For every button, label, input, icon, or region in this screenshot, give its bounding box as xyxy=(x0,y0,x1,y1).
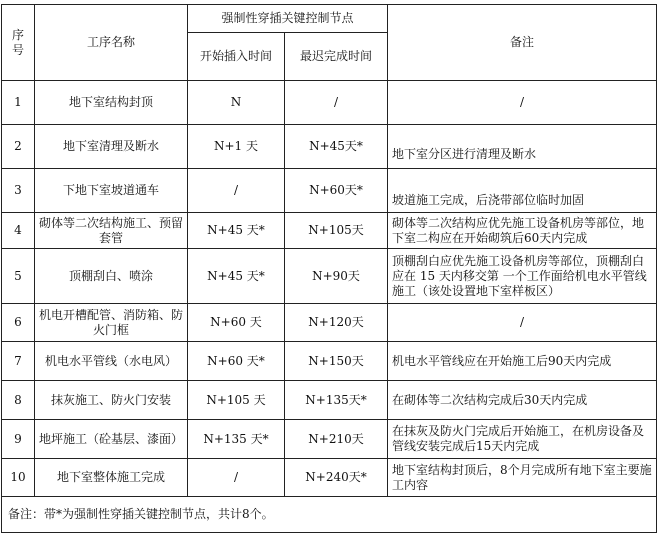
table-row xyxy=(2,459,657,497)
row-start: N+1 天 xyxy=(188,125,285,169)
row-process: 地下室结构封顶 xyxy=(35,81,188,125)
footnote: 备注：带*为强制性穿插关键控制节点，共计8个。 xyxy=(2,497,657,533)
row-process: 地下室整体施工完成 xyxy=(35,459,188,497)
row-remark: 砌体等二次结构应优先施工设备机房等部位，地下室二构应在开始砌筑后60天内完成 xyxy=(388,213,657,249)
row-end: N+210天 xyxy=(285,420,388,459)
row-no: 9 xyxy=(2,420,35,459)
row-no: 4 xyxy=(2,213,35,249)
row-end: N+60天* xyxy=(285,169,388,213)
row-process: 机电开槽配管、消防箱、防火门框 xyxy=(35,304,188,342)
row-end: N+240天* xyxy=(285,459,388,497)
row-process: 机电水平管线（水电风） xyxy=(35,342,188,381)
table-row xyxy=(2,169,657,213)
row-remark: / xyxy=(388,81,657,125)
row-no: 10 xyxy=(2,459,35,497)
header-row-1 xyxy=(2,5,657,33)
table-row xyxy=(2,342,657,381)
table-row xyxy=(2,420,657,459)
row-end: N+150天 xyxy=(285,342,388,381)
footnote-row xyxy=(2,497,657,533)
header-remark: 备注 xyxy=(388,5,657,81)
row-start: N+45 天* xyxy=(188,249,285,304)
row-end: N+90天 xyxy=(285,249,388,304)
row-remark: 顶棚刮白应优先施工设备机房等部位，顶棚刮白应在 15 天内移交第 一个工作面给机电水平管线施工（该处设置地下室样板区） xyxy=(388,249,657,304)
row-no: 6 xyxy=(2,304,35,342)
row-start: N+60 天 xyxy=(188,304,285,342)
row-remark: 在砌体等二次结构完成后30天内完成 xyxy=(388,381,657,420)
row-remark: 地下室结构封顶后，8个月完成所有地下室主要施工内容 xyxy=(388,459,657,497)
row-remark: 地下室分区进行清理及断水 xyxy=(388,125,657,169)
row-start: / xyxy=(188,459,285,497)
row-start: N xyxy=(188,81,285,125)
table-row xyxy=(2,304,657,342)
row-no: 2 xyxy=(2,125,35,169)
row-process: 抹灰施工、防火门安装 xyxy=(35,381,188,420)
row-no: 8 xyxy=(2,381,35,420)
header-start-time: 开始插入时间 xyxy=(188,33,285,81)
table-row xyxy=(2,81,657,125)
row-end: / xyxy=(285,81,388,125)
header-seq: 序号 xyxy=(2,5,35,81)
row-remark: / xyxy=(388,304,657,342)
row-no: 3 xyxy=(2,169,35,213)
row-end: N+105天 xyxy=(285,213,388,249)
header-process: 工序名称 xyxy=(35,5,188,81)
row-start: N+45 天* xyxy=(188,213,285,249)
header-end-time: 最迟完成时间 xyxy=(285,33,388,81)
row-process: 地坪施工（砼基层、漆面） xyxy=(35,420,188,459)
table-row xyxy=(2,125,657,169)
row-remark: 坡道施工完成，后浇带部位临时加固 xyxy=(388,169,657,213)
schedule-table xyxy=(1,4,657,533)
table-row xyxy=(2,381,657,420)
row-start: N+105 天 xyxy=(188,381,285,420)
row-remark: 在抹灰及防火门完成后开始施工，在机房设备及管线安装完成后15天内完成 xyxy=(388,420,657,459)
row-no: 1 xyxy=(2,81,35,125)
row-start: N+60 天* xyxy=(188,342,285,381)
row-end: N+135天* xyxy=(285,381,388,420)
row-no: 5 xyxy=(2,249,35,304)
row-remark: 机电水平管线应在开始施工后90天内完成 xyxy=(388,342,657,381)
table-row xyxy=(2,249,657,304)
row-start: N+135 天* xyxy=(188,420,285,459)
table-row xyxy=(2,213,657,249)
row-no: 7 xyxy=(2,342,35,381)
header-control-nodes: 强制性穿插关键控制节点 xyxy=(188,5,388,33)
row-start: / xyxy=(188,169,285,213)
row-end: N+120天 xyxy=(285,304,388,342)
row-end: N+45天* xyxy=(285,125,388,169)
row-process: 砌体等二次结构施工、预留套管 xyxy=(35,213,188,249)
row-process: 地下室清理及断水 xyxy=(35,125,188,169)
row-process: 下地下室坡道通车 xyxy=(35,169,188,213)
row-process: 顶棚刮白、喷涂 xyxy=(35,249,188,304)
